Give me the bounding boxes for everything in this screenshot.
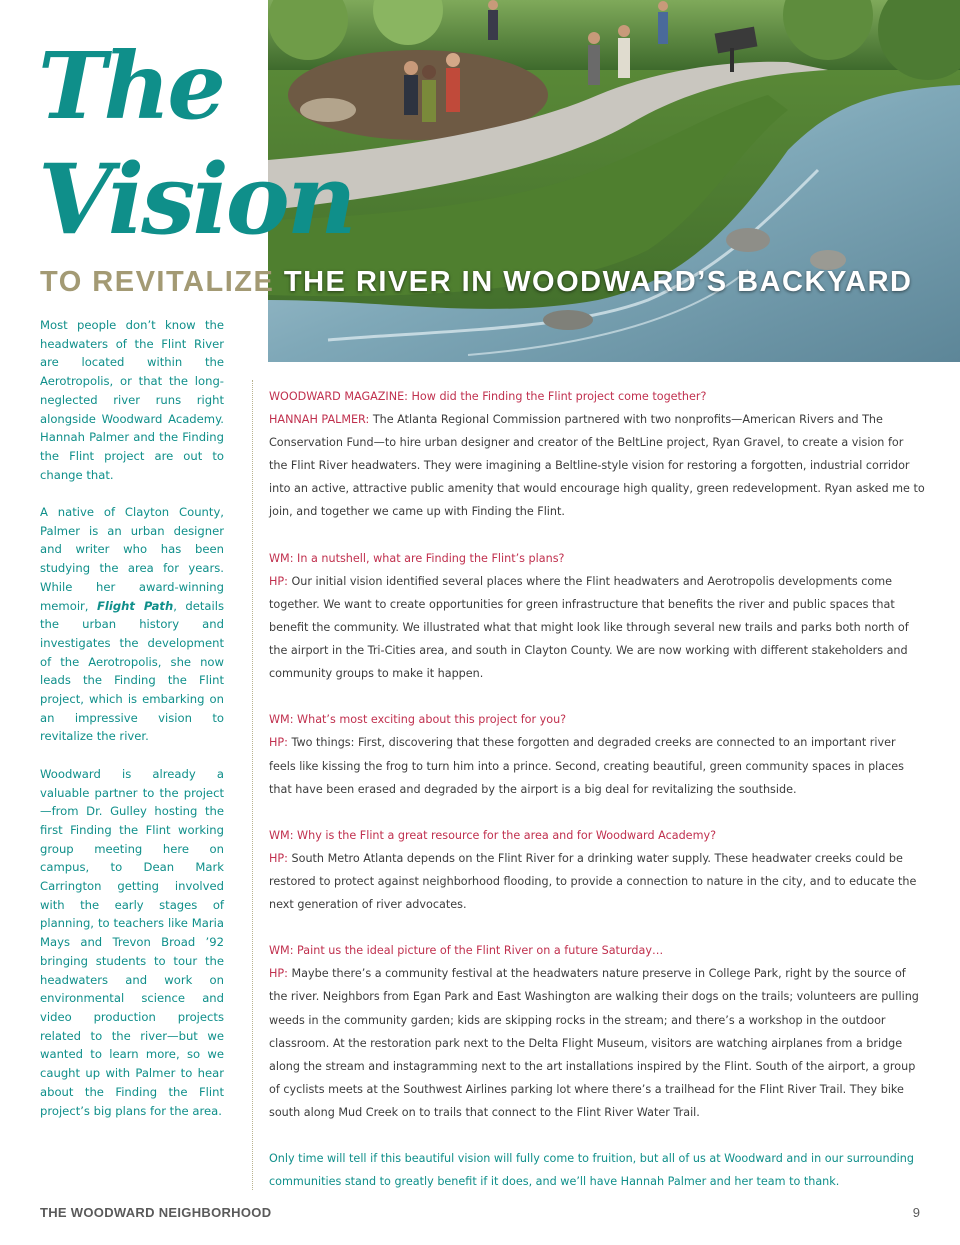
intro-paragraph-2 [40, 503, 224, 746]
intro-p2-text-before: A native of Clayton County, Palmer is an urban designer and writer who has been studying the area for years. While her award-winning memoir, [40, 505, 224, 613]
intro-paragraph-1: Most people don’t know the headwaters of the Flint River are located within the Aerotropolis, or that the long-neglected river runs right alongside Woodward Academy. Hannah Palmer and the Finding the Flint project are out to change that. [40, 318, 224, 482]
answer-text: Our initial vision identified several places where the Flint headwaters and Aerotropolis developments come together. We want to create opportunities for green infrastructure that benefits the river and public spaces that benefit the community. We illustrated what that might look like through several new trails and parks both north of the airport in the Tri-Cities area, and south in Clayton County. We are now working with different stakeholders and community groups to make it happen. [269, 574, 909, 681]
subtitle-part-2: THE RIVER IN WOODWARD’S BACKYARD [283, 266, 913, 298]
qa-block-4 [269, 824, 925, 916]
speaker-label: HP: [269, 574, 288, 588]
column-divider [252, 380, 253, 1190]
qa-block-2 [269, 547, 925, 686]
answer [269, 570, 925, 685]
intro-p2-text-after: , details the urban history and investigates the development of the Aerotropolis, she now leads the Finding the Flint project, which is embarking on an impressive vision to revitalize the river. [40, 598, 225, 744]
answer [269, 731, 925, 800]
qa-block-1 [269, 385, 925, 524]
hero-image [268, 0, 960, 362]
intro-paragraph-3: Woodward is already a valuable partner to the project—from Dr. Gulley hosting the first Finding the Flint working group meeting here on campus, to Dean Mark Carrington getting involved with the early stages of planning, to teachers like Maria Mays and Trevon Broad ’92 bringing students to tour the headwaters and work on environmental science and video production projects related to the river—but we wanted to learn more, so we caught up with Palmer to hear about the Finding the Flint project’s big plans for the area. [40, 766, 224, 1118]
title-line-1: The [38, 32, 223, 140]
answer [269, 847, 925, 916]
intro-column [40, 316, 224, 1139]
question: WM: What’s most exciting about this project for you? [269, 713, 567, 727]
question: WM: In a nutshell, what are Finding the Flint’s plans? [269, 551, 565, 565]
speaker-label: HP: [269, 736, 288, 750]
speaker-label: HP: [269, 851, 288, 865]
speaker-label: HP: [269, 967, 288, 981]
question: WOODWARD MAGAZINE: How did the Finding the Flint project come together? [269, 390, 707, 403]
answer [269, 962, 925, 1124]
footer-section-name: THE WOODWARD NEIGHBORHOOD [40, 1205, 272, 1220]
page-number: 9 [912, 1205, 920, 1220]
question: WM: Paint us the ideal picture of the Flint River on a future Saturday… [269, 944, 664, 958]
answer-text: Maybe there’s a community festival at the headwaters nature preserve in College Park, right by the source of the river. Neighbors from Egan Park and East Washington are walking their dogs on the trails; volunteers are pulling weeds in the community garden; kids are skipping rocks in the stream; and there’s a workshop in the outdoor classroom. At the restoration park next to the Delta Flight Museum, visitors are watching airplanes from a bridge along the stream and instagramming next to the art installations inspired by the Flint. South of the airport, a group of cyclists meets at the Southwest Airlines parking lot where there’s a trailhead for the Flint River Trail. They bike south along Mud Creek on to trails that connect to the Flint River Water Trail. [269, 967, 919, 1119]
subtitle [40, 266, 920, 299]
answer-text: Two things: First, discovering that these forgotten and degraded creeks are connected to an important river feels like kissing the frog to turn him into a prince. Second, creating beautiful, green community spaces in places that have been erased and degraded by the airport is a big deal for revitalizing the southside. [269, 736, 904, 796]
qa-block-5 [269, 939, 925, 1124]
title-line-2: Vision [38, 143, 354, 256]
closing-paragraph: Only time will tell if this beautiful vision will fully come to fruition, but all of us at Woodward and in our surrounding communities stand to greatly benefit if it does, and we’ll have Hannah Palmer and her team to thank. [269, 1152, 914, 1189]
interview-column [269, 385, 925, 1193]
subtitle-part-1: TO REVITALIZE [40, 266, 275, 298]
question: WM: Why is the Flint a great resource for the area and for Woodward Academy? [269, 828, 717, 842]
book-title: Flight Path [97, 598, 174, 613]
qa-block-3 [269, 708, 925, 800]
answer [269, 408, 925, 523]
answer-text: The Atlanta Regional Commission partnered with two nonprofits—American Rivers and The Conservation Fund—to hire urban designer and creator of the BeltLine project, Ryan Gravel, to create a vision for the Flint River headwaters. They were imagining a Beltline-style vision for restoring a forgotten, industrial corridor into an active, attractive public amenity that would encourage high quality, green redevelopment. Ryan asked me to join, and together we came up with Finding the Flint. [269, 413, 925, 519]
answer-text: South Metro Atlanta depends on the Flint River for a drinking water supply. These headwater creeks could be restored to protect against neighborhood flooding, to provide a connection to nature in the city, and to educate the next generation of river advocates. [269, 851, 917, 912]
speaker-label: HANNAH PALMER: [269, 413, 370, 427]
